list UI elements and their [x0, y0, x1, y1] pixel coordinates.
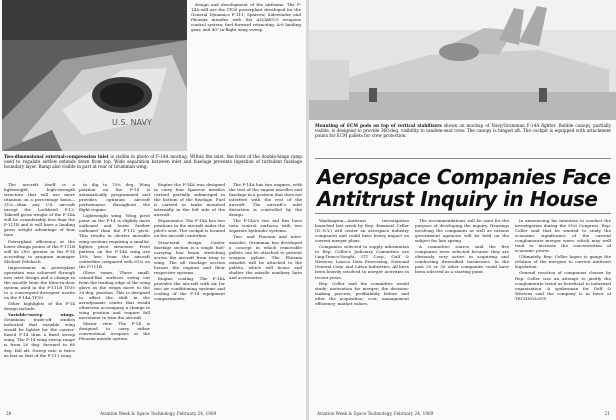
right-photo-caption	[315, 123, 611, 139]
subhead: Variable-sweep wings.	[8, 312, 75, 318]
paragraph: Powerplant efficiency at the lower design points of the F-111B will be 28% greater in the F-14 according to program manager Michael Pelehach.	[4, 238, 75, 264]
caption-text: shown on mockup of Navy/Grumman F-14A fighter. Bubble canopy, partially visible, is designed to provide 360-deg. visibility to tandem-seat crew. The canopy is hinged aft. The cockpit is equipped with attachment points for ECM pallets for crew protection.	[315, 123, 611, 139]
side-column	[191, 2, 301, 33]
caption-lead: Mounting of ECM pods on top of vertical stabilizers	[315, 123, 442, 128]
paragraph: Lightweight wing. Wing pivot point on the F-14 is slightly more outboard and lower further outboard than the F-111 pivot. This results in shorter movable wing sections requiring a smaller, lighter pivot structure. Pivot pattern on the F-14A wing are 10% less from the aircraft centerline compared with 61% on the F-111B.	[79, 213, 150, 269]
f14-inlet-photo-illustration	[2, 0, 187, 151]
f14-inlet-photo	[2, 0, 187, 151]
right-folio-text: Aviation Week & Space Technology, February 24, 1969	[317, 411, 434, 416]
caption-text: is visible in photo of F-14A mockup. Within the inlet, the front of the double-hinge ramp used to regulate airflow extends down from top. Wide separation between inlet and fuselage prevents ingestion of turbulent fuselage boundary layer. Ramp also visible in part at rear of Grumman wing.	[4, 154, 302, 170]
paragraph: Ultimately, Rep. Celler hopes to gauge the relation of the mergers to current antitrust legislation.	[515, 254, 611, 270]
paragraph: Grumman trade-off studies indicated that variable wing would be lighter for the carrier-based F-14 than a fixed sweep wing. The F-14 wing sweep range is from 20 deg. forward to 68 deg. full aft. Sweep rate is twice as fast as that of the F-111 wing.	[4, 317, 75, 358]
article-headline: Aerospace Companies Face Antitrust Inquiry in House	[317, 165, 611, 211]
right-page	[309, 0, 616, 420]
paragraph: Improvement in powerplant operation was achieved through new inlet design and a change in the nacelle from the blow-in-door system used in the F-111B TF30 to a convergent-divergent nozzle on the F-14A TF30.	[4, 264, 75, 301]
paragraph: Glove vanes. These small, canard-like surfaces swing out from the leading edge of the wing glove as the wings move to the 35-deg. position. This is designed to offset the shift in the aerodynamic center that would otherwise accompany a change in wing position and require full movement to trim the aircraft.	[79, 269, 150, 321]
article-column-3	[515, 218, 611, 302]
paragraph: In announcing his intention to conduct the investigation during the 91st Congress, Rep. Celler said that he wanted to study the economic significance of the current conglomerate merger wave, which may well tend to increase the concentration of economic power.	[515, 218, 611, 254]
paragraph: The aircraft itself is a lightweight, high-strength structure that will use more titanium on a percentage basis—31%—than any U.S. aircraft except the Lockheed F-12. Takeoff gross weight of the F-14A will be considerably less than the F-111B and it will have a landing gross weight advantage of four tons.	[4, 182, 75, 238]
article-column-2	[415, 218, 509, 276]
svg-text:U.S. NAVY: U.S. NAVY	[112, 118, 152, 127]
paragraph: Two- and Phoenix and inter-missiles, Grumman has developed a concept in which removable pallets can be attached to present weapon pylons. The Phoenix missiles will be attached to the pallets, which will house and shelter the missile auxiliary lines and accessories.	[229, 234, 302, 280]
body-column-4	[229, 182, 302, 281]
left-photo-caption	[4, 154, 302, 170]
paragraph: to dig to 75% deg. Wing position on the F-14 is automatically programmed and provides optimum aircraft performance throughout the flight regime.	[79, 182, 150, 213]
body-column-3	[154, 182, 225, 302]
paragraph: Engine cooling. The F-14A provides the aircraft with air for two air conditioning systems and cooling of the F-14 equipment compartments.	[154, 275, 225, 302]
paragraph: A committee source said the five companies were selected because they are obviously very active in acquiring and conducting diversified businesses. In the past 20 or 30 other companies could have been selected as a starting point.	[415, 244, 509, 275]
paragraph: Engine the F-14A was designed to carry four Sparrow missiles carried partially submerged in the bottom of the fuselage. Fuel is carried in tanks mounted internally in the left side of the aircraft.	[154, 182, 225, 218]
article-column-1	[315, 218, 409, 307]
paragraph: Other highlights of the F-14 design include:	[4, 301, 75, 312]
caption-lead: Two-dimensional external-compression inlet	[4, 154, 109, 159]
side-paragraph: design and development of the airframe. The F-14A will use the TF30 powerplant developed for the General Dynamics F-111; Sparrow, Sidewinder and Phoenix missiles with the AN/AWG-9 weapons control system; fuel forward retracting, A-6 landing gear, and 40° in-flight wing sweep.	[191, 2, 301, 33]
paragraph: The F-14A's two tail fins have twin control surfaces with two separate hydraulic systems.	[229, 218, 302, 234]
headline-rule	[315, 158, 611, 159]
paragraph: Ergonomics. The F-14A has two positions in the aircraft under the pilot's seat. The cockpit is located on the aircraft centerline.	[154, 218, 225, 239]
f14-mockup-illustration	[309, 0, 616, 120]
left-page	[0, 0, 307, 420]
paragraph: Structural design. Center fuselage section is a single fuel-carrying box beam stretching across the aircraft from wing to wing. The aft fuselage section houses the engines and their respective systems.	[154, 239, 225, 275]
left-folio-number: 20	[6, 411, 12, 416]
paragraph: Rep. Celler said the committee would study: motivation for merger; the decision-making process; profitability before and after the acquisition; cost; management efficiency; market values.	[315, 280, 409, 306]
headline-rule-bottom	[315, 213, 611, 214]
paragraph: General reaction of companies chosen by Rep. Celler was an attempt to justify the conglomerate trend as beneficial to industrial organization. A spokesman for Gulf & Western said the company is in favor of TECHNOLOGY.	[515, 270, 611, 301]
left-folio-text: Aviation Week & Space Technology, February 24, 1969	[100, 411, 217, 416]
f14-mockup-photo	[309, 0, 616, 120]
body-column-1	[4, 182, 75, 359]
paragraph: Companies selected to supply information to Rep. Celler's Judiciary Committee are Ling-Temco-Vought, ITT Corp., Gulf & Western, Leasco Data Processing, National General Corp. and Litton Industries. All have been heavily involved in merger activities in recent years.	[315, 244, 409, 280]
right-folio-number: 21	[604, 411, 610, 416]
paragraph: The F-14A has two engines, with the rest of the engine nacelles and fuselage in a position that does not interfere with the rest of the aircraft. The aircraft's inlet distortion is controlled by the design.	[229, 182, 302, 218]
paragraph: Mirror view. The F-14 is designed to carry either conventional weapons or the Phoenix missile system.	[79, 321, 150, 342]
body-column-2	[79, 182, 150, 342]
paragraph: Washington—Antitrust investigation launched last week by Rep. Emanuel Celler (D.-N.Y.) will center on aerospace industry companies and could have heavy impact on current merger plans.	[315, 218, 409, 244]
paragraph: The recommendations will be used for the purpose of developing the inquiry. Hearings involving the companies as well as various government agencies will be held on the subject for late spring.	[415, 218, 509, 244]
